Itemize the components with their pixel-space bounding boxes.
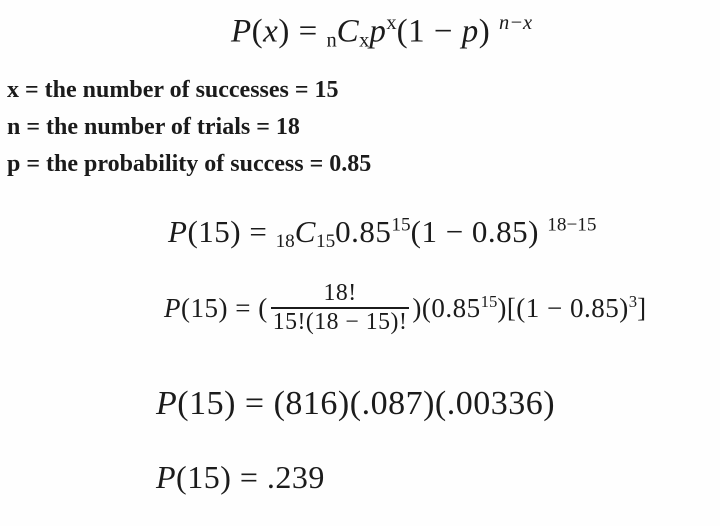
definition-x-successes: x = the number of successes = 15 <box>7 77 339 103</box>
math-token: (15) = <box>187 214 276 249</box>
math-token: (15) = .239 <box>176 459 325 495</box>
math-token: ] <box>637 292 647 323</box>
math-token: x <box>263 13 279 50</box>
math-token: n <box>326 29 337 52</box>
math-token: 15 <box>315 230 336 252</box>
math-token: n−x <box>498 12 533 34</box>
math-token: C <box>336 13 360 50</box>
formula-final-result <box>156 459 325 496</box>
math-token: )(0.85 <box>412 292 481 323</box>
math-token: (1 − 0.85) <box>410 214 548 249</box>
fraction <box>271 280 410 335</box>
math-token: p <box>461 13 479 50</box>
math-token: ) = <box>278 13 327 50</box>
math-token: x <box>386 12 397 34</box>
formula-binomial-general <box>231 12 532 52</box>
math-token: C <box>294 214 316 249</box>
variable-definitions <box>7 76 371 187</box>
math-token: 18 <box>275 230 295 252</box>
math-token: (1 − <box>396 13 462 50</box>
math-token: P <box>156 459 177 495</box>
math-token: (15) = ( <box>181 292 268 323</box>
formula-step-numeric-products <box>156 385 555 423</box>
math-token: )[(1 − 0.85) <box>497 292 629 323</box>
formula-step-substitution <box>168 214 597 253</box>
math-token: ( <box>251 13 264 50</box>
math-token: 0.85 <box>335 214 392 249</box>
math-token: 15 <box>391 214 411 236</box>
math-token: p <box>369 13 387 50</box>
math-token: 3 <box>628 291 638 311</box>
math-token: x <box>359 29 370 52</box>
definition-p-probability: p = the probability of success = 0.85 <box>7 151 372 177</box>
math-token: P <box>156 385 178 422</box>
definition-n-trials: n = the number of trials = 18 <box>7 114 300 140</box>
math-token: (15) = (816)(.087)(.00336) <box>177 385 556 422</box>
math-token: 15 <box>480 291 498 311</box>
fraction-numerator: 18! <box>323 280 357 306</box>
math-token: 18−15 <box>547 214 597 236</box>
math-token: P <box>168 214 188 249</box>
fraction-denominator: 15!(18 − 15)! <box>272 308 408 335</box>
formula-step-factorial-expansion <box>164 280 647 338</box>
math-token: ) <box>478 13 499 50</box>
math-token: P <box>164 292 181 323</box>
math-token: P <box>231 13 252 50</box>
